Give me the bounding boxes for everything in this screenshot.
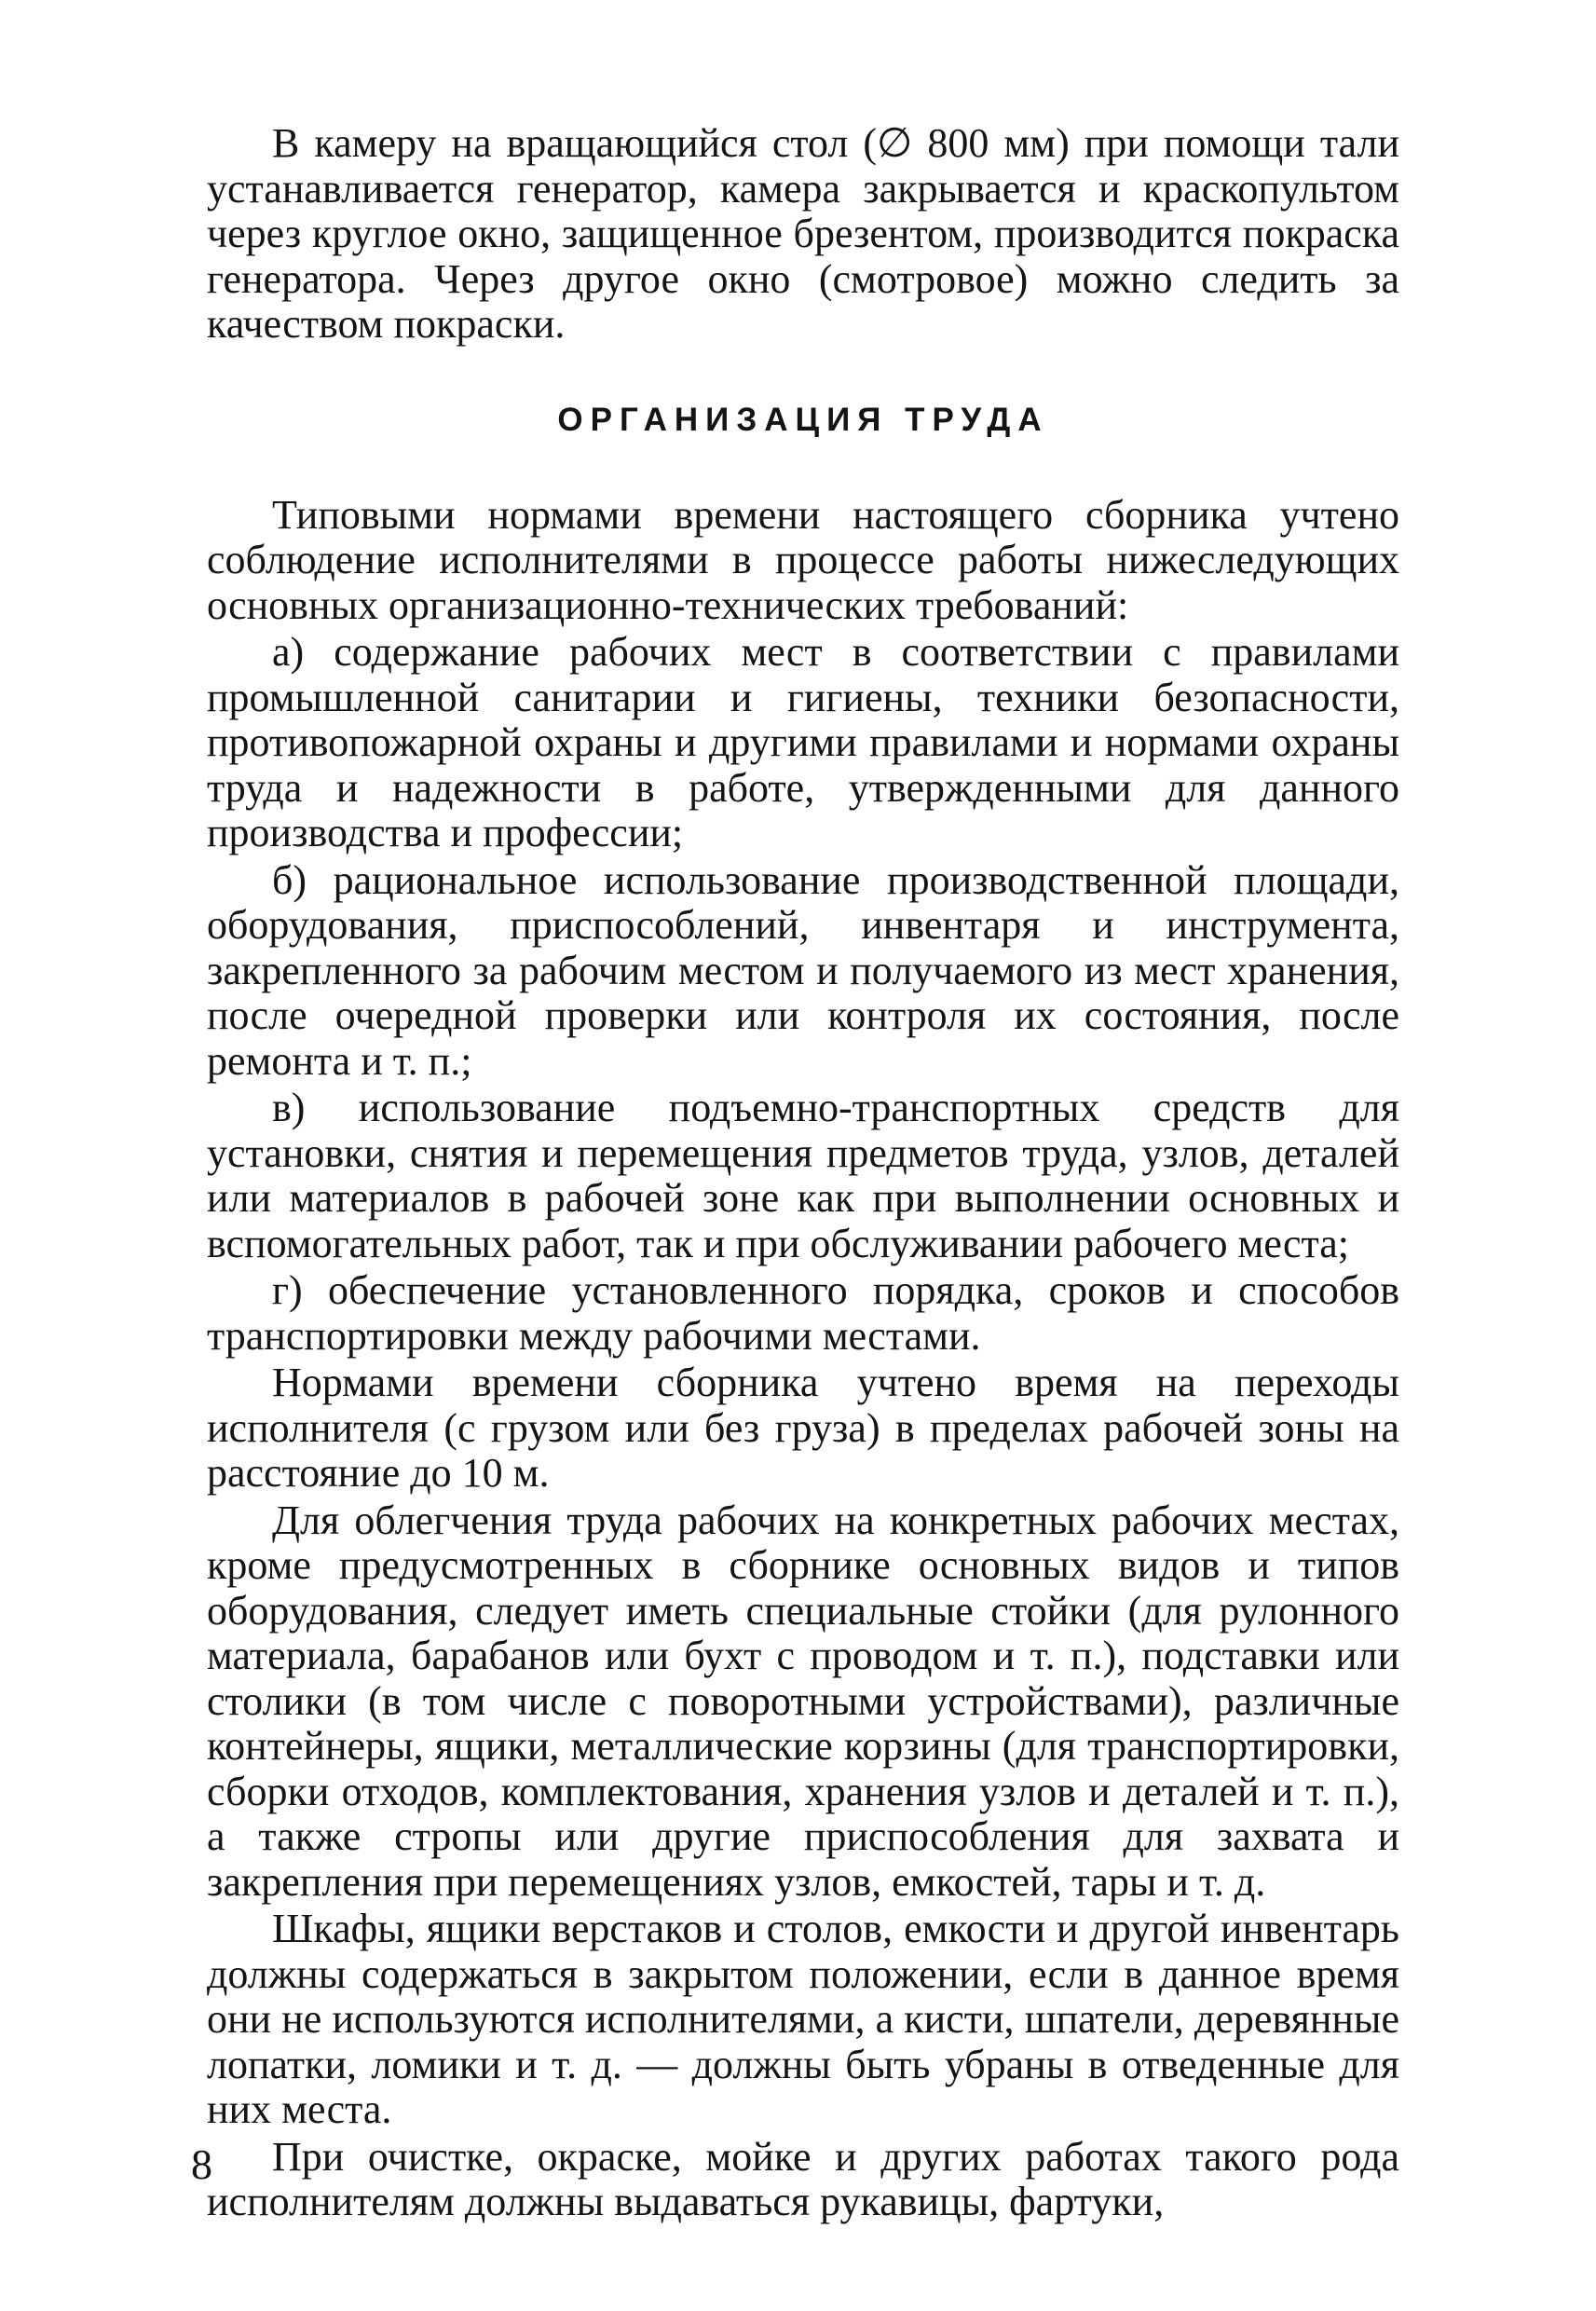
paragraph-item-v: в) использование подъемно-транспортных средств для установки, снятия и перемещения предметов труда, узлов, деталей или материалов в рабочей зоне как при выполнении основных и вспомогательных работ, так и при обслуживании рабочего места; <box>207 1085 1399 1266</box>
paragraph-transitions: Нормами времени сборника учтено время на переходы исполнителя (с грузом или без груза) в пределах рабочей зоны на расстояние до 10 м. <box>207 1360 1399 1496</box>
section-heading: ОРГАНИЗАЦИЯ ТРУДА <box>557 401 1049 438</box>
paragraph-item-a: а) содержание рабочих мест в соответствии с правилами промышленной санитарии и гигиены, техники безопасности, противопожарной охраны и другими правилами и нормами охраны труда и надежности в работе, утвержденными для данного производства и профессии; <box>207 629 1399 855</box>
paragraph-protective-gear: При очистке, окраске, мойке и других работах такого рода исполнителям должны выдаваться рукавицы, фартуки, <box>207 2133 1399 2224</box>
paragraph-item-b: б) рациональное использование производственной площади, оборудования, приспособлений, инвентаря и инструмента, закрепленного за рабочим местом и получаемого из мест хранения, после очередной проверки или контроля их состояния, после ремонта и т. п.; <box>207 856 1399 1084</box>
paragraph-item-g: г) обеспечение установленного порядка, сроков и способов транспортировки между рабочими местами. <box>207 1267 1399 1359</box>
page-number: 8 <box>191 2140 212 2188</box>
page-body <box>207 121 1399 2225</box>
paragraph-storage: Шкафы, ящики верстаков и столов, емкости и другой инвентарь должны содержаться в закрытом положении, если в данное время они не используются исполнителями, а кисти, шпатели, деревянные лопатки, ломики и т. д. — должны быть убраны в отведенные для них места. <box>207 1906 1399 2132</box>
intro-paragraph: В камеру на вращающийся стол (∅ 800 мм) при помощи тали устанавливается генератор, камера закрывается и краскопультом через круглое окно, защищенное брезентом, производится покраска генератора. Через другое окно (смотровое) можно следить за качеством покраски. <box>207 120 1399 347</box>
paragraph-equipment: Для облегчения труда рабочих на конкретных рабочих местах, кроме предусмотренных в сборнике основных видов и типов оборудования, следует иметь специальные стойки (для рулонного материала, барабанов или бухт с проводом и т. п.), подставки или столики (в том числе с поворотными устройствами), различные контейнеры, ящики, металлические корзины (для транспортировки, сборки отходов, комплектования, хранения узлов и деталей и т. п.), а также стропы или другие приспособления для захвата и закрепления при перемещениях узлов, емкостей, тары и т. д. <box>207 1497 1399 1905</box>
paragraph-requirements-intro: Типовыми нормами времени настоящего сборника учтено соблюдение исполнителями в процессе работы нижеследующих основных организационно-технических требований: <box>207 491 1399 628</box>
